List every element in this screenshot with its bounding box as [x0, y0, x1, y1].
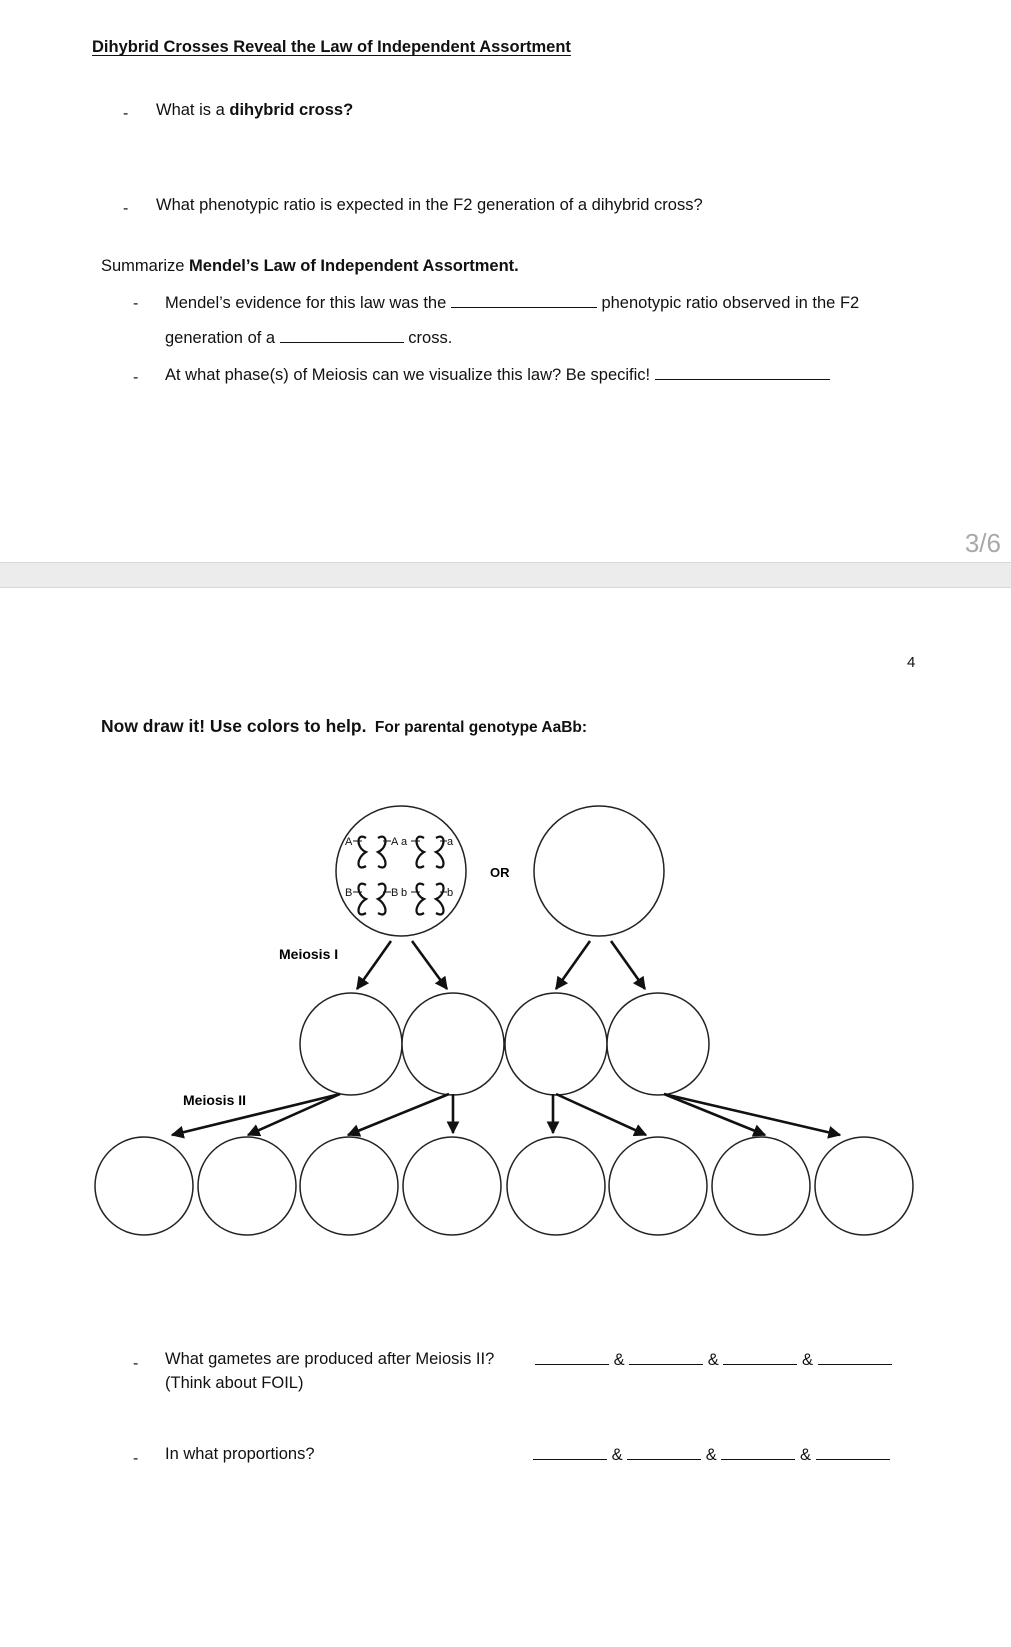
arrow — [611, 941, 645, 989]
gamete-blank[interactable] — [629, 1350, 703, 1365]
gamete-blank[interactable] — [818, 1350, 892, 1365]
daughter-cell[interactable] — [505, 993, 607, 1095]
worksheet-title: Dihybrid Crosses Reveal the Law of Independent Assortment — [92, 38, 571, 56]
allele-label: b — [401, 887, 408, 899]
proportions-question: In what proportions? — [165, 1445, 315, 1463]
daughter-cell[interactable] — [607, 993, 709, 1095]
allele-label: B — [391, 887, 399, 899]
gametes-question: What gametes are produced after Meiosis II? — [165, 1350, 495, 1368]
gamete-blank[interactable] — [723, 1350, 797, 1365]
meiosis-1-cells — [300, 993, 709, 1095]
bullet-dash: - — [133, 1355, 139, 1372]
gamete-cells — [95, 1137, 913, 1235]
gamete-cell[interactable] — [403, 1137, 501, 1235]
bullet-dash: - — [133, 1450, 139, 1467]
gamete-cell[interactable] — [95, 1137, 193, 1235]
question-phenotypic-ratio: What phenotypic ratio is expected in the F2 generation of a dihybrid cross? — [156, 196, 703, 214]
bullet-dash: - — [123, 200, 129, 217]
page-counter: 3/6 — [964, 528, 1001, 558]
arrow — [348, 1094, 449, 1135]
arrow — [556, 1094, 646, 1135]
allele-label: B — [345, 887, 353, 899]
daughter-cell[interactable] — [300, 993, 402, 1095]
proportion-blank[interactable] — [627, 1445, 701, 1460]
gamete-cell[interactable] — [507, 1137, 605, 1235]
gamete-blank[interactable] — [535, 1350, 609, 1365]
allele-label: A — [391, 836, 399, 848]
parent-cell-with-chromosomes — [336, 806, 466, 936]
daughter-cell[interactable] — [402, 993, 504, 1095]
gamete-cell[interactable] — [300, 1137, 398, 1235]
meiosis-1-arrows — [357, 941, 645, 989]
bullet-dash: - — [133, 295, 139, 312]
meiosis-1-label: Meiosis I — [279, 946, 339, 962]
meiosis-phase-question: At what phase(s) of Meiosis can we visualize this law? Be specific! — [165, 365, 830, 385]
evidence-line-2: generation of a cross. — [165, 329, 453, 347]
arrow — [412, 941, 447, 989]
or-label: OR — [490, 865, 510, 880]
gametes-answer-row: & & & — [535, 1350, 892, 1370]
parent-cell-blank[interactable] — [534, 806, 664, 936]
allele-label: b — [447, 887, 454, 899]
page-number: 4 — [907, 654, 916, 671]
meiosis-2-label: Meiosis II — [183, 1092, 247, 1108]
proportion-blank[interactable] — [721, 1445, 795, 1460]
summarize-heading: Summarize Mendel’s Law of Independent Assortment. — [101, 257, 519, 275]
bullet-dash: - — [123, 105, 129, 122]
arrow — [357, 941, 391, 989]
draw-instruction: Now draw it! Use colors to help. For parental genotype AaBb: — [101, 716, 588, 736]
question-dihybrid-cross: What is a dihybrid cross? — [156, 101, 354, 119]
allele-label: a — [447, 836, 454, 848]
proportion-blank[interactable] — [533, 1445, 607, 1460]
gamete-cell[interactable] — [815, 1137, 913, 1235]
proportions-answer-row: & & & — [533, 1445, 890, 1465]
arrow — [248, 1094, 340, 1135]
bullet-dash: - — [133, 369, 139, 386]
arrow — [556, 941, 590, 989]
meiosis-2-arrows — [172, 1094, 840, 1135]
allele-label: A — [345, 836, 353, 848]
gamete-cell[interactable] — [712, 1137, 810, 1235]
gamete-cell[interactable] — [609, 1137, 707, 1235]
evidence-line-1: Mendel’s evidence for this law was the phenotypic ratio observed in the F2 — [165, 294, 860, 312]
gamete-cell[interactable] — [198, 1137, 296, 1235]
allele-label: a — [401, 836, 408, 848]
foil-hint: (Think about FOIL) — [165, 1374, 304, 1392]
proportion-blank[interactable] — [816, 1445, 890, 1460]
